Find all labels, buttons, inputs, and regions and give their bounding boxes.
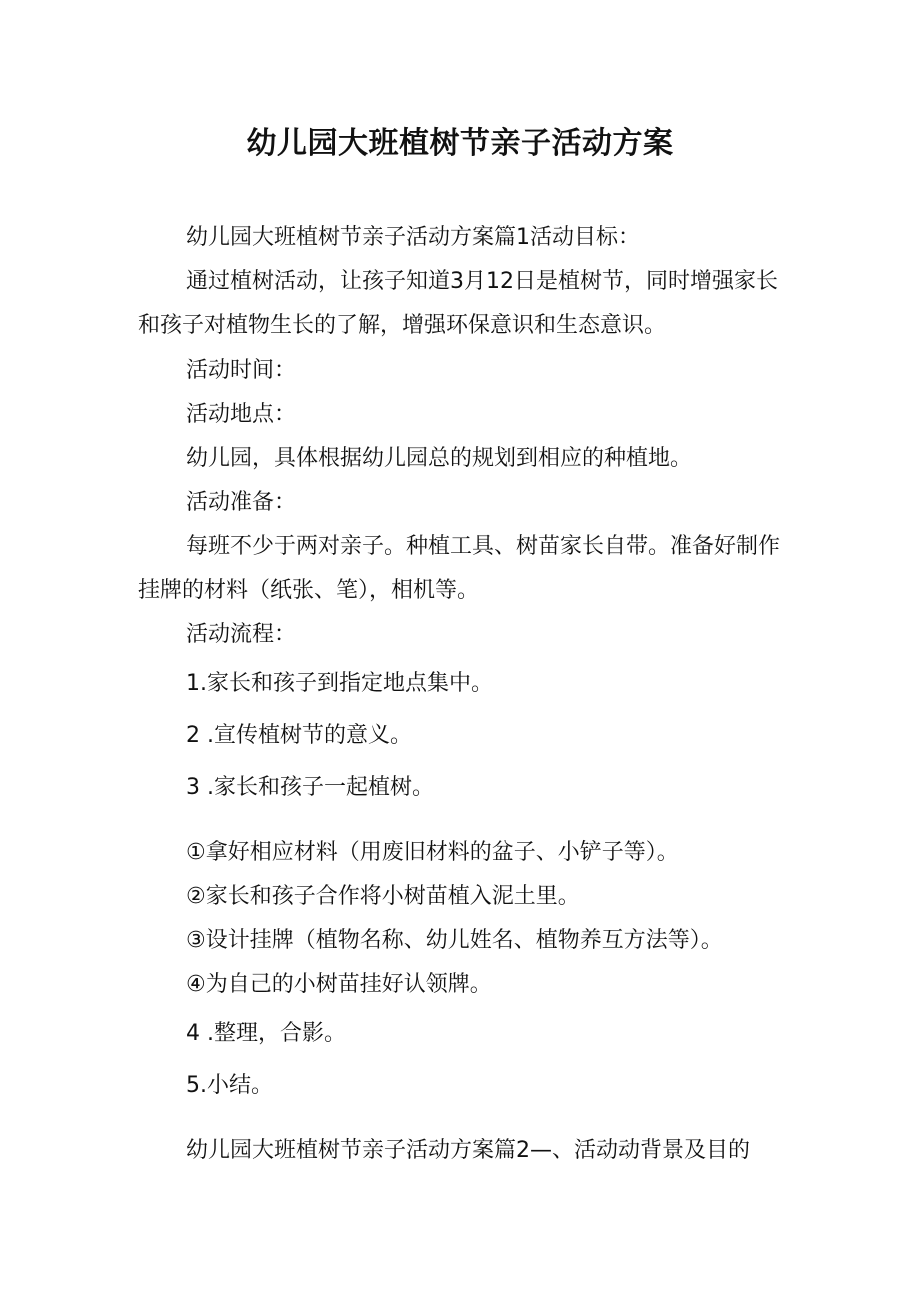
list-item-step-2: 2 .宣传植树节的意义。 — [186, 723, 412, 748]
list-item-substep-1: ①拿好相应材料（用废旧材料的盆子、小铲子等）。 — [186, 840, 679, 865]
document-title: 幼儿园大班植树节亲子活动方案 — [246, 126, 674, 161]
paragraph-activity-location: 活动地点： — [186, 402, 297, 427]
list-item-step-3: 3 .家长和孩子一起植树。 — [186, 775, 434, 800]
paragraph-activity-time: 活动时间： — [186, 358, 297, 383]
list-item-step-4: 4 .整理，合影。 — [186, 1021, 346, 1046]
list-item-step-1: 1.家长和孩子到指定地点集中。 — [186, 671, 493, 696]
paragraph-goal-text: 通过植树活动，让孩子知道3月12日是植树节，同时增强家长和孩子对植物生长的了解，增强环保意识和生态意识。 — [138, 269, 778, 338]
list-item-step-5: 5.小结。 — [186, 1073, 273, 1098]
paragraph-preparation-detail: 每班不少于两对亲子。种植工具、树苗家长自带。准备好制作挂牌的材料（纸张、笔），相机等。 — [138, 534, 781, 603]
list-item-substep-3: ③设计挂牌（植物名称、幼儿姓名、植物养互方法等）。 — [186, 928, 723, 953]
list-item-substep-4: ④为自己的小树苗挂好认领牌。 — [186, 972, 492, 997]
paragraph-activity-process: 活动流程： — [186, 622, 297, 647]
paragraph-section2-heading: 幼儿园大班植树节亲子活动方案篇2—、活动动背景及目的 — [186, 1138, 750, 1163]
paragraph-section1-goal-heading: 幼儿园大班植树节亲子活动方案篇1活动目标： — [186, 225, 640, 250]
paragraph-location-detail: 幼儿园，具体根据幼儿园总的规划到相应的种植地。 — [186, 446, 693, 471]
list-item-substep-2: ②家长和孩子合作将小树苗植入泥土里。 — [186, 884, 580, 909]
paragraph-activity-preparation: 活动准备： — [186, 490, 297, 515]
